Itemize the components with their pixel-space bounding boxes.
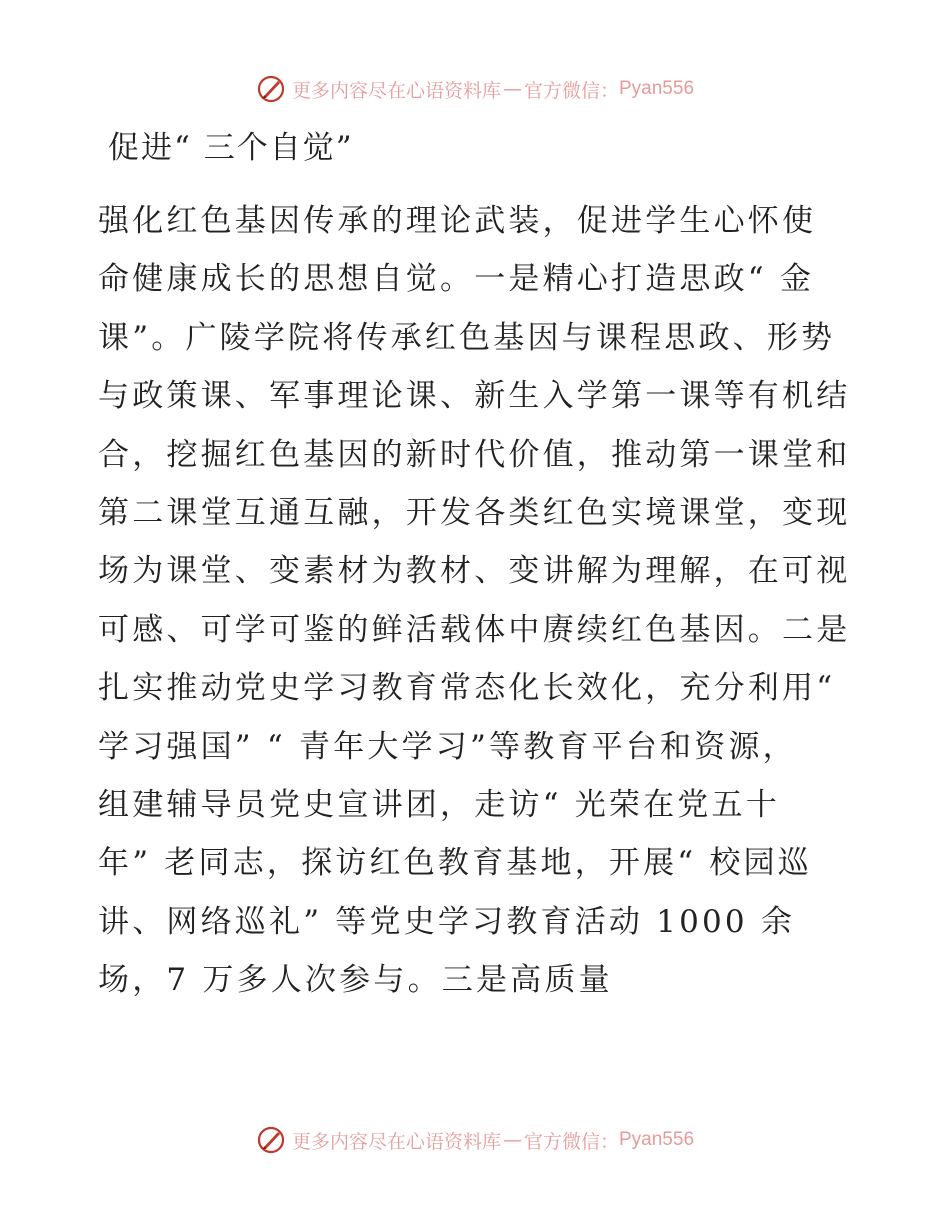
text-line: 场为课堂、变素材为教材、变讲解为理解，在可视 <box>98 553 851 590</box>
text-line: 组建辅导员党史宣讲团，走访“ 光荣在党五十 <box>98 786 780 823</box>
text-line: 可感、可学可鉴的鲜活载体中赓续红色基因。二是 <box>98 611 851 648</box>
text-line: 年” 老同志，探访红色教育基地，开展“ 校园巡 <box>98 845 813 882</box>
text-line: 课”。广陵学院将传承红色基因与课程思政、形势 <box>98 319 836 356</box>
watermark-label: 官方微信： <box>523 1130 619 1153</box>
watermark-handle: Pyan556 <box>619 1129 695 1150</box>
text-line: 与政策课、军事理论课、新生入学第一课等有机结 <box>98 378 851 415</box>
text-line: 场，7 万多人次参与。三是高质量 <box>98 962 613 999</box>
text-line: 强化红色基因传承的理论武装，促进学生心怀使 <box>98 203 817 239</box>
header-watermark <box>0 71 950 107</box>
footer-watermark <box>0 1122 950 1158</box>
quill-pen-logo-icon <box>256 74 286 104</box>
watermark-handle: Pyan556 <box>619 78 695 99</box>
text-line: 讲、网络巡礼” 等党史学习教育活动 1000 余 <box>98 903 796 940</box>
watermark-separator: — <box>502 1129 522 1151</box>
text-line: 学习强国” “ 青年大学习”等教育平台和资源， <box>98 728 797 765</box>
watermark-text: 更多内容尽在心语资料库 <box>291 1130 501 1153</box>
section-heading: 促进“ 三个自觉” <box>108 130 354 166</box>
watermark-text: 更多内容尽在心语资料库 <box>291 79 501 102</box>
quill-pen-logo-icon <box>256 1125 286 1155</box>
text-line: 合，挖掘红色基因的新时代价值，推动第一课堂和 <box>98 436 851 473</box>
text-line: 第二课堂互通互融，开发各类红色实境课堂，变现 <box>98 494 851 531</box>
watermark-label: 官方微信： <box>523 79 619 102</box>
body-paragraph <box>98 198 858 1015</box>
watermark-separator: — <box>502 78 522 100</box>
text-line: 命健康成长的思想自觉。一是精心打造思政“ 金 <box>98 261 815 298</box>
text-line: 扎实推动党史学习教育常态化长效化，充分利用“ <box>98 670 836 707</box>
